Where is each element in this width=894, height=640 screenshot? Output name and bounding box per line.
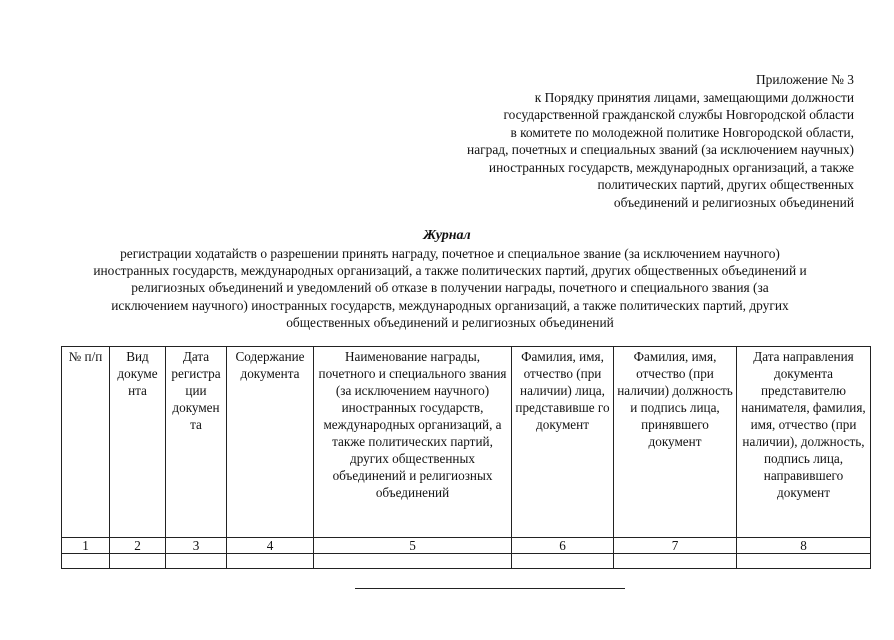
empty-cell (314, 554, 512, 569)
journal-title: Журнал (423, 228, 471, 243)
journal-description-line: религиозных объединений и уведомлений об отказе в получении награды, почетного и специального звания (за (131, 280, 769, 296)
empty-cell (110, 554, 166, 569)
empty-cell (614, 554, 737, 569)
header-cell-document-type: Вид докуме нта (110, 347, 166, 538)
column-number: 7 (614, 538, 737, 554)
footer-divider (355, 588, 625, 589)
table-header-row (62, 347, 871, 538)
appendix-line: государственной гражданской службы Новгородской области (503, 107, 854, 122)
empty-cell (62, 554, 110, 569)
journal-description-line: иностранных государств, международных организаций, а также политических партий, других общественных объединений и (93, 263, 807, 279)
header-cell-registration-date: Дата регистра ции докумен та (166, 347, 227, 538)
column-number: 6 (512, 538, 614, 554)
column-number: 8 (737, 538, 871, 554)
header-cell-submitter-name: Фамилия, имя, отчество (при наличии) лица, представивше го документ (512, 347, 614, 538)
journal-description-line: регистрации ходатайств о разрешении принять награду, почетное и специальное звание (за исключением научного) (120, 246, 780, 261)
column-number: 1 (62, 538, 110, 554)
header-cell-receiver-name: Фамилия, имя, отчество (при наличии) должность и подпись лица, принявшего документ (614, 347, 737, 538)
appendix-line: иностранных государств, международных организаций, а также (488, 159, 854, 175)
column-number: 4 (227, 538, 314, 554)
journal-description (40, 245, 860, 331)
appendix-line: в комитете по молодежной политике Новгородской области, (510, 124, 854, 140)
column-number: 2 (110, 538, 166, 554)
table-column-number-row (62, 538, 871, 554)
empty-cell (512, 554, 614, 569)
column-number: 5 (314, 538, 512, 554)
empty-cell (166, 554, 227, 569)
appendix-line: наград, почетных и специальных званий (за исключением научных) (467, 142, 854, 157)
header-cell-number: № п/п (62, 347, 110, 538)
register-table (61, 346, 871, 569)
appendix-header (394, 71, 854, 211)
empty-cell (227, 554, 314, 569)
table-empty-row (62, 554, 871, 569)
appendix-line: политических партий, других общественных (597, 177, 854, 192)
appendix-title: Приложение № 3 (755, 72, 854, 87)
column-number: 3 (166, 538, 227, 554)
journal-description-line: общественных объединений и религиозных объединений (286, 314, 614, 330)
appendix-line: к Порядку принятия лицами, замещающими должности (534, 89, 854, 105)
journal-description-line: исключением научного) иностранных государств, международных организаций, а также политических партий, других (111, 297, 789, 313)
header-cell-forwarding-info: Дата направления документа представителю нанимателя, фамилия, имя, отчество (при наличии), должность, подпись лица, направившего документ (737, 347, 871, 538)
empty-cell (737, 554, 871, 569)
header-cell-document-content: Содержание документа (227, 347, 314, 538)
header-cell-award-name: Наименование награды, почетного и специального звания (за исключением научного) иностранных государств, международных организаций, а также политических партий, других общественных объединений и религиозных объединений (314, 347, 512, 538)
appendix-line: объединений и религиозных объединений (613, 194, 854, 210)
